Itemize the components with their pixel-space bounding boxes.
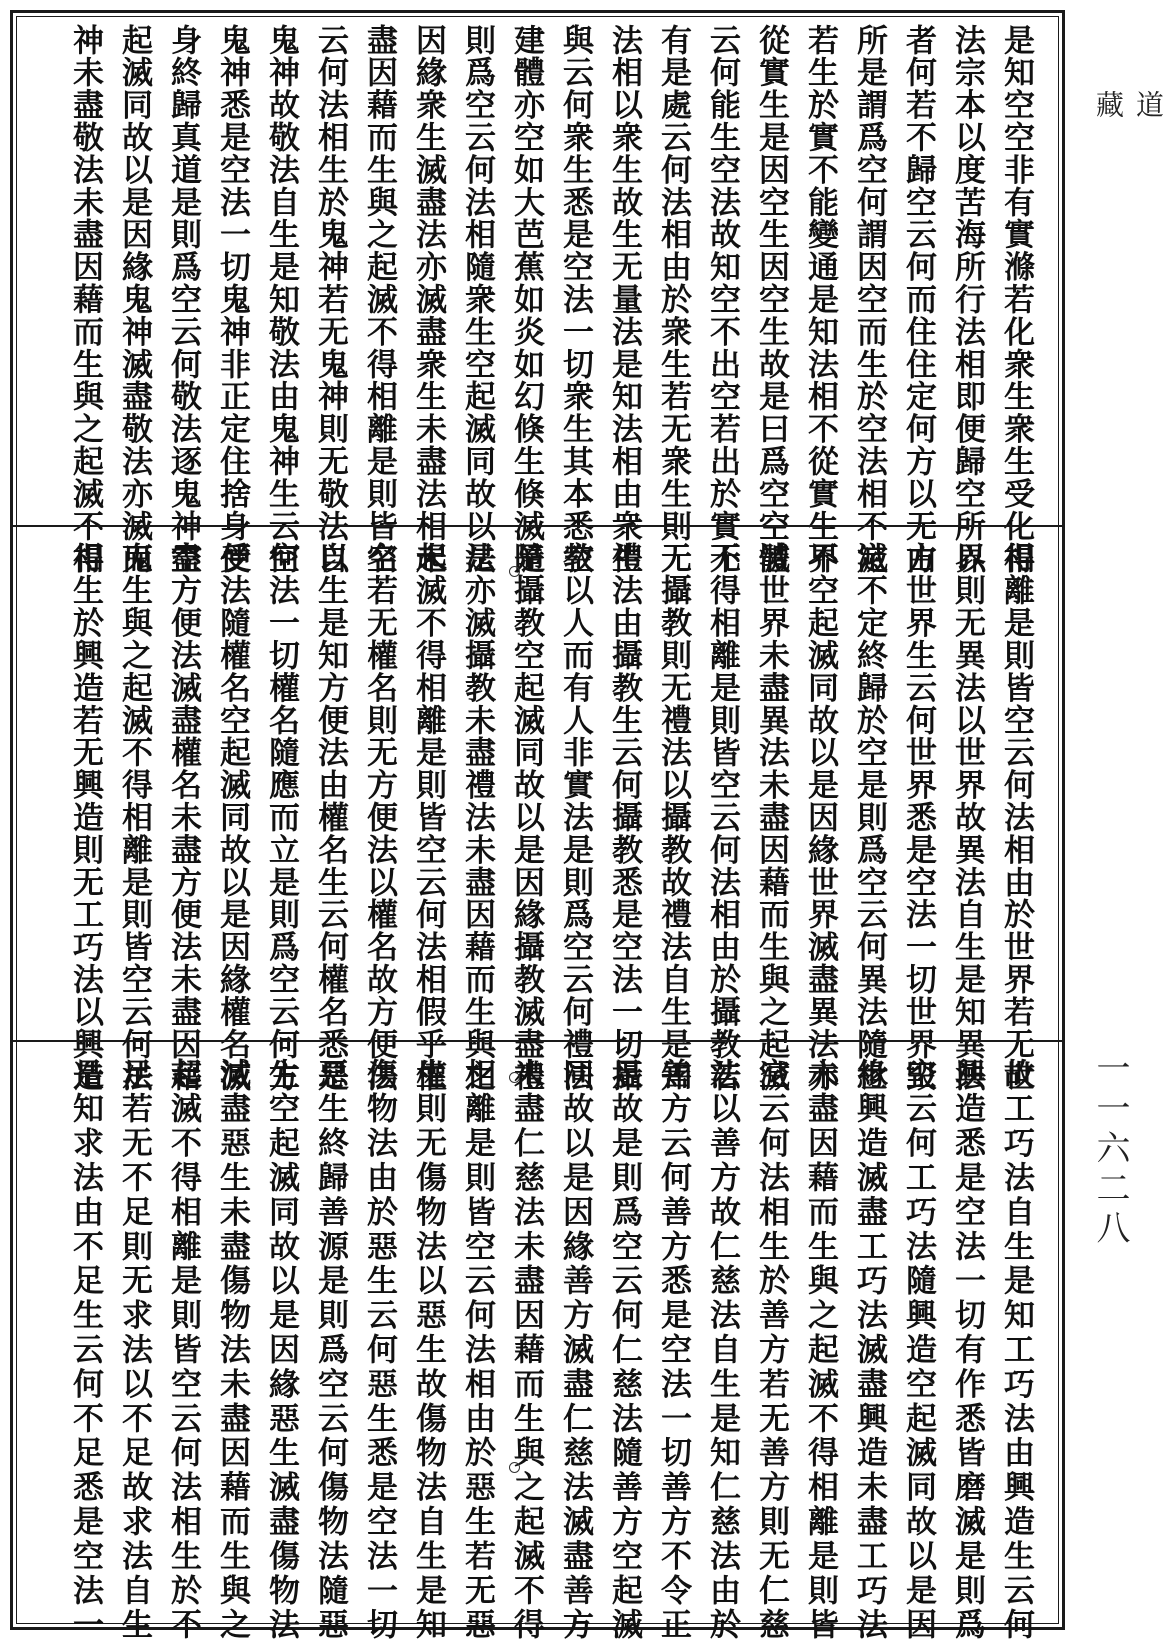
text-column: 傷物法由於惡生云何惡生悉是空法一切 bbox=[361, 1058, 397, 1643]
text-column: 法亦滅攝教未盡禮法未盡因藉而生與之 bbox=[459, 542, 495, 1093]
circle-mark-icon bbox=[509, 1072, 520, 1083]
text-column: 盡方便法滅盡權名未盡方便法未盡因藉 bbox=[165, 542, 201, 1093]
register-divider bbox=[13, 1040, 1062, 1042]
text-column: 若生於實不能變通是知法相不從實生不 bbox=[802, 24, 838, 575]
text-column: 不得相離是則皆空云何法相由於攝教若 bbox=[704, 542, 740, 1093]
collection-label: 道 藏 bbox=[1092, 90, 1165, 258]
text-column: 相離是則皆空云何法相由於世界若无世 bbox=[998, 542, 1034, 1093]
text-column: 建體亦空如大芭蕉如炎如幻倏生倏滅是 bbox=[508, 24, 544, 575]
text-column: 同故以是因緣善方滅盡仁慈法滅盡善方 bbox=[557, 1058, 593, 1643]
text-column: 滅不定終歸於空是則爲空云何異法隨世 bbox=[851, 542, 887, 1093]
text-column: 自生是知方便法由權名生云何權名悉是 bbox=[312, 542, 348, 1093]
text-column: 善方云何善方悉是空法一切善方不令正 bbox=[655, 1058, 691, 1643]
text-column: 而生與之起滅不得相離是則皆空云何法 bbox=[116, 542, 152, 1093]
text-register-middle bbox=[13, 536, 1062, 1093]
text-column: 所是謂爲空何謂因空而生於空法相不定 bbox=[851, 24, 887, 575]
text-column: 界則无異法以世界故異法自生是知異法 bbox=[949, 542, 985, 1093]
text-column: 故工巧法自生是知工巧法由興造生云何 bbox=[998, 1058, 1034, 1643]
text-column: 足若无不足則无求法以不足故求法自生 bbox=[116, 1058, 152, 1643]
text-column: 云何法相生於鬼神若无鬼神則无敬法以 bbox=[312, 24, 348, 575]
text-column: 起滅同故以是因緣鬼神滅盡敬法亦滅鬼 bbox=[116, 24, 152, 575]
text-column: 法以善方故仁慈法自生是知仁慈法由於 bbox=[704, 1058, 740, 1643]
text-column: 云何能生空法故知空不出空若出於實无 bbox=[704, 24, 740, 575]
text-column: 是知求法由不足生云何不足悉是空法一 bbox=[67, 1058, 103, 1643]
text-register-bottom bbox=[13, 1052, 1062, 1643]
text-column: 便法隨權名空起滅同故以是因緣權名滅 bbox=[214, 542, 250, 1093]
text-column: 空云何工巧法隨興造空起滅同故以是因 bbox=[900, 1058, 936, 1643]
text-column: 法相以衆生故生无量法是知法相由衆生 bbox=[606, 24, 642, 575]
text-column: 隨攝教空起滅同故以是因緣攝教滅盡禮 bbox=[508, 542, 544, 1093]
text-column: 相離是則皆空云何法相由於惡生若无惡 bbox=[459, 1058, 495, 1643]
text-column: 足故是則爲空云何仁慈法隨善方空起滅 bbox=[606, 1058, 642, 1643]
text-column: 緣興造滅盡工巧法滅盡興造未盡工巧法 bbox=[851, 1058, 887, 1643]
text-column: 盡因藉而生與之起滅不得相離是則皆空 bbox=[361, 24, 397, 575]
text-column: 教以人而有人非實法是則爲空云何禮法 bbox=[557, 542, 593, 1093]
text-column: 名若无權名則无方便法以權名故方便法 bbox=[361, 542, 397, 1093]
text-column: 鬼神故敬法自生是知敬法由鬼神生云何 bbox=[263, 24, 299, 575]
text-column: 相生於興造若无興造則无工巧法以興造 bbox=[67, 542, 103, 1093]
text-column: 未盡仁慈法未盡因藉而生與之起滅不得 bbox=[508, 1058, 544, 1643]
text-column: 法宗本以度苦海所行法相即便歸空所以 bbox=[949, 24, 985, 575]
text-column: 身終歸真道是則爲空云何敬法逐鬼神空 bbox=[165, 24, 201, 575]
circle-mark-icon bbox=[509, 566, 520, 577]
register-divider bbox=[13, 525, 1062, 527]
text-column: 起滅不得相離是則皆空云何法相假乎權 bbox=[410, 542, 446, 1093]
text-column: 滅世界未盡異法未盡因藉而生與之起滅 bbox=[753, 542, 789, 1093]
text-column: 者何若不歸空云何而住住定何方以无方 bbox=[900, 24, 936, 575]
text-column: 生則无傷物法以惡生故傷物法自生是知 bbox=[410, 1058, 446, 1643]
text-column: 禮法由攝教生云何攝教悉是空法一切攝 bbox=[606, 542, 642, 1093]
text-column: 未盡因藉而生與之起滅不得相離是則皆 bbox=[802, 1058, 838, 1643]
text-column: 神未盡敬法未盡因藉而生與之起滅不得 bbox=[67, 24, 103, 575]
text-column: 是知空空非有實滌若化衆生衆生受化得 bbox=[998, 24, 1034, 575]
text-column: 則爲空云何法相隨衆生空起滅同故以是 bbox=[459, 24, 495, 575]
text-column: 界空起滅同故以是因緣世界滅盡異法亦 bbox=[802, 542, 838, 1093]
text-column: 興造悉是空法一切有作悉皆磨滅是則爲 bbox=[949, 1058, 985, 1643]
page-number: 一一六二八 bbox=[1090, 1050, 1130, 1250]
text-column: 空法一切權名隨應而立是則爲空云何方 bbox=[263, 542, 299, 1093]
text-column: 空云何法相生於善方若无善方則无仁慈 bbox=[753, 1058, 789, 1643]
text-column: 生空起滅同故以是因緣惡生滅盡傷物法 bbox=[263, 1058, 299, 1643]
text-column: 從實生是因空生因空生故是曰爲空空體 bbox=[753, 24, 789, 575]
text-column: 因緣衆生滅盡法亦滅盡衆生未盡法相未 bbox=[410, 24, 446, 575]
text-column: 鬼神悉是空法一切鬼神非正定住捨身受 bbox=[214, 24, 250, 575]
text-register-top bbox=[13, 18, 1062, 575]
circle-mark-icon bbox=[509, 1462, 520, 1473]
text-column: 无攝教則无禮法以攝教故禮法自生是知 bbox=[655, 542, 691, 1093]
text-column: 有是處云何法相由於衆生若无衆生則无 bbox=[655, 24, 691, 575]
text-column: 起滅不得相離是則皆空云何法相生於不 bbox=[165, 1058, 201, 1643]
text-column: 由世界生云何世界悉是空法一切世界毀 bbox=[900, 542, 936, 1093]
text-column: 惡生終歸善源是則爲空云何傷物法隨惡 bbox=[312, 1058, 348, 1643]
text-column: 與云何衆生悉是空法一切衆生其本悉空 bbox=[557, 24, 593, 575]
text-column: 滅盡惡生未盡傷物法未盡因藉而生與之 bbox=[214, 1058, 250, 1643]
